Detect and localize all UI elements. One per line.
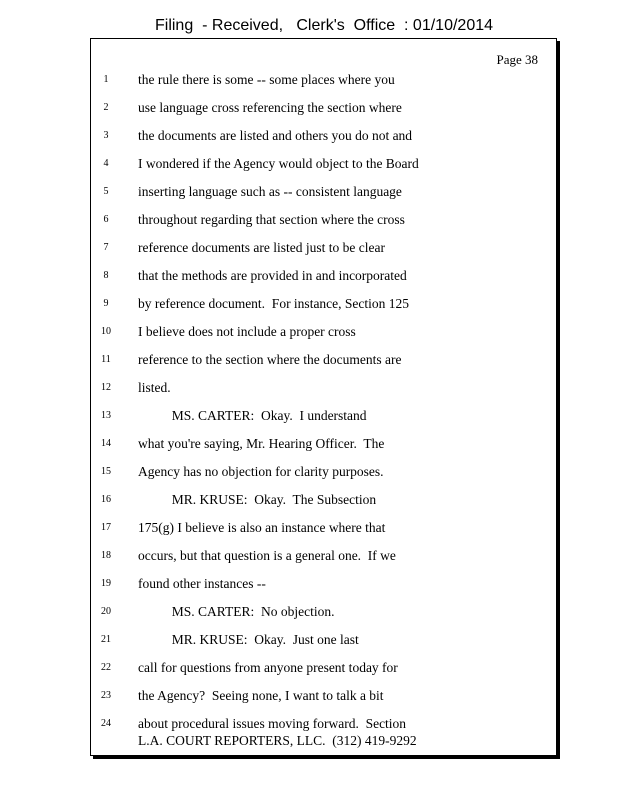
line-text: listed. bbox=[138, 380, 171, 395]
transcript-line bbox=[91, 434, 556, 462]
line-text: the documents are listed and others you do not and bbox=[138, 128, 413, 143]
transcript-line bbox=[91, 238, 556, 266]
line-number: 14 bbox=[101, 438, 111, 449]
line-number: 3 bbox=[103, 130, 109, 141]
transcript-line bbox=[91, 154, 556, 182]
page-number: Page 38 bbox=[496, 52, 538, 67]
line-number: 12 bbox=[101, 382, 111, 393]
line-text: reference to the section where the documents are bbox=[138, 352, 402, 367]
line-text: use language cross referencing the section where bbox=[138, 100, 402, 115]
line-number: 13 bbox=[101, 410, 111, 421]
transcript-line bbox=[91, 350, 556, 378]
transcript-line bbox=[91, 546, 556, 574]
transcript-lines bbox=[91, 70, 556, 742]
transcript-line bbox=[91, 406, 556, 434]
line-text: inserting language such as -- consistent language bbox=[138, 184, 402, 199]
filing-header: Filing - Received, Clerk's Office : 01/10/2014 bbox=[154, 17, 494, 34]
line-text: MR. KRUSE: Okay. Just one last bbox=[138, 632, 359, 647]
line-number: 17 bbox=[101, 522, 111, 533]
line-number: 7 bbox=[103, 242, 109, 253]
line-text: the Agency? Seeing none, I want to talk a bit bbox=[138, 688, 384, 703]
line-text: what you're saying, Mr. Hearing Officer. The bbox=[138, 436, 385, 451]
line-number: 20 bbox=[101, 606, 111, 617]
transcript-line bbox=[91, 210, 556, 238]
line-number: 10 bbox=[101, 326, 111, 337]
transcript-line bbox=[91, 574, 556, 602]
line-number: 23 bbox=[101, 690, 111, 701]
line-number: 18 bbox=[101, 550, 111, 561]
transcript-line bbox=[91, 322, 556, 350]
transcript-line bbox=[91, 266, 556, 294]
line-text: about procedural issues moving forward. Section bbox=[138, 716, 407, 731]
transcript-line bbox=[91, 294, 556, 322]
line-text: the rule there is some -- some places where you bbox=[138, 72, 395, 87]
line-text: MS. CARTER: No objection. bbox=[138, 604, 335, 619]
line-number: 1 bbox=[103, 74, 109, 85]
transcript-line bbox=[91, 658, 556, 686]
line-number: 5 bbox=[103, 186, 109, 197]
line-number: 11 bbox=[101, 354, 111, 365]
transcript-line bbox=[91, 70, 556, 98]
transcript-line bbox=[91, 602, 556, 630]
line-text: MR. KRUSE: Okay. The Subsection bbox=[138, 492, 377, 507]
line-number: 21 bbox=[101, 634, 111, 645]
line-number: 6 bbox=[103, 214, 109, 225]
transcript-line bbox=[91, 182, 556, 210]
line-text: call for questions from anyone present today for bbox=[138, 660, 398, 675]
transcript-line bbox=[91, 490, 556, 518]
line-number: 22 bbox=[101, 662, 111, 673]
transcript-line bbox=[91, 518, 556, 546]
line-text: I believe does not include a proper cross bbox=[138, 324, 356, 339]
line-number: 9 bbox=[103, 298, 109, 309]
line-text: that the methods are provided in and incorporated bbox=[138, 268, 407, 283]
line-number: 4 bbox=[103, 158, 109, 169]
transcript-line bbox=[91, 686, 556, 714]
transcript-line bbox=[91, 98, 556, 126]
line-text: 175(g) I believe is also an instance where that bbox=[138, 520, 386, 535]
line-text: Agency has no objection for clarity purposes. bbox=[138, 464, 384, 479]
line-number: 24 bbox=[101, 718, 111, 729]
transcript-line bbox=[91, 126, 556, 154]
court-reporter-footer: L.A. COURT REPORTERS, LLC. (312) 419-9292 bbox=[138, 733, 417, 748]
line-text: found other instances -- bbox=[138, 576, 266, 591]
transcript-page bbox=[90, 38, 557, 756]
transcript-line bbox=[91, 462, 556, 490]
line-text: MS. CARTER: Okay. I understand bbox=[138, 408, 367, 423]
line-number: 16 bbox=[101, 494, 111, 505]
line-text: throughout regarding that section where the cross bbox=[138, 212, 405, 227]
line-text: I wondered if the Agency would object to the Board bbox=[138, 156, 419, 171]
line-number: 8 bbox=[103, 270, 109, 281]
line-number: 19 bbox=[101, 578, 111, 589]
line-text: occurs, but that question is a general one. If we bbox=[138, 548, 396, 563]
line-text: by reference document. For instance, Section 125 bbox=[138, 296, 410, 311]
line-number: 15 bbox=[101, 466, 111, 477]
line-text: reference documents are listed just to be clear bbox=[138, 240, 386, 255]
line-number: 2 bbox=[103, 102, 109, 113]
transcript-line bbox=[91, 630, 556, 658]
transcript-line bbox=[91, 378, 556, 406]
